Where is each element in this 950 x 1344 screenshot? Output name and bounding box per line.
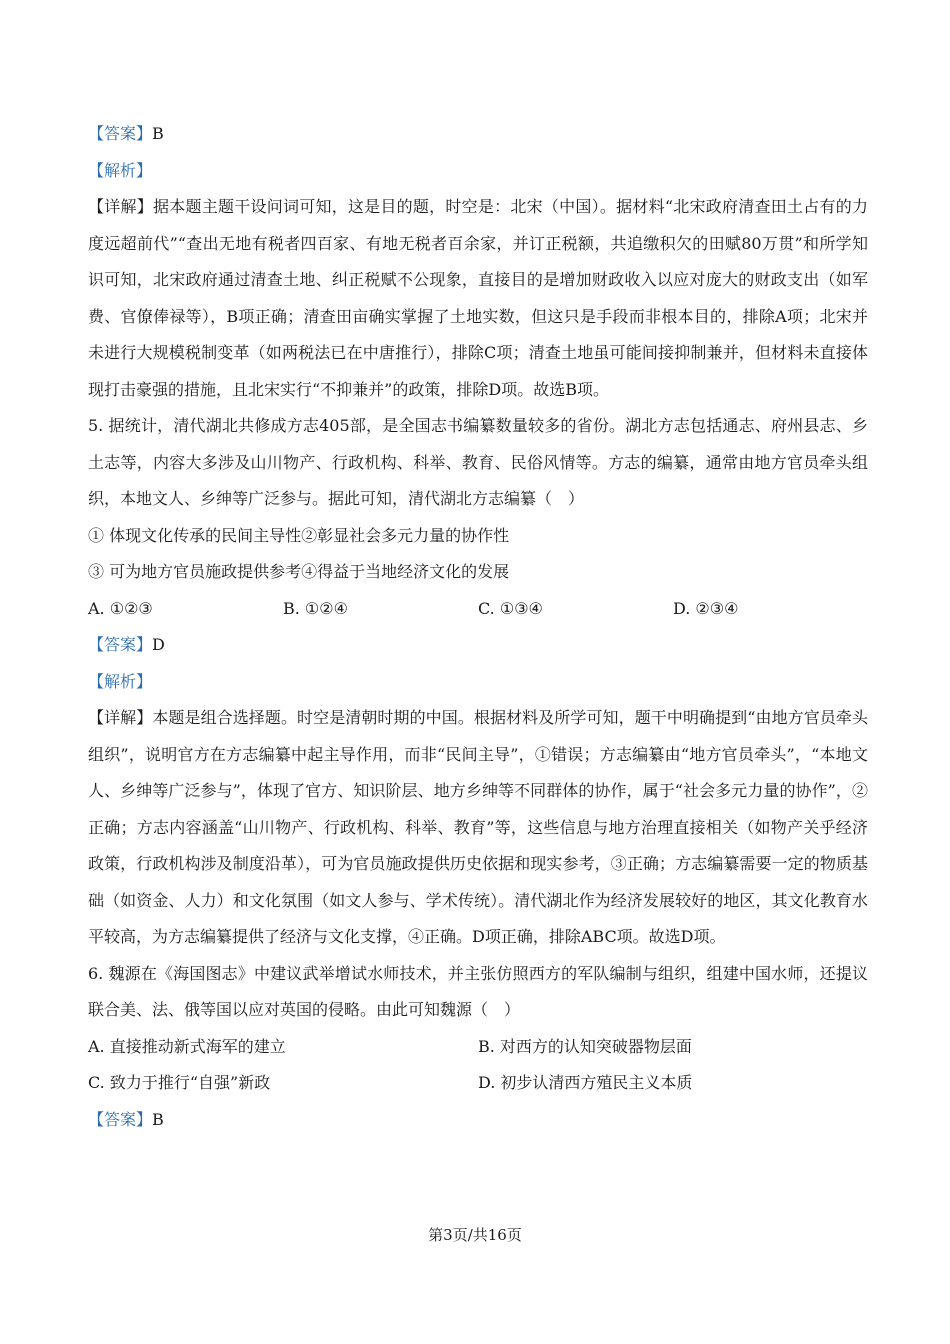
analysis-tag: 【解析】 — [88, 160, 153, 180]
analysis-tag: 【解析】 — [88, 671, 153, 691]
q6-answer — [88, 1102, 868, 1139]
answer-value: B — [152, 124, 164, 143]
q5-option-d: D. ②③④ — [673, 598, 739, 618]
q5-option-c: C. ①③④ — [478, 598, 543, 618]
q6-stem: 6. 魏源在《海国图志》中建议武举增试水师技术，并主张仿照西方的军队编制与组织，组建中国水师，还提议联合美、法、俄等国以应对英国的侵略。由此可知魏源（ ） — [88, 963, 868, 1019]
q6-options-row-1 — [88, 1029, 868, 1066]
q5-statement-1: ① 体现文化传承的民间主导性②彰显社会多元力量的协作性 — [88, 525, 510, 545]
q4-detail — [88, 189, 868, 408]
answer-value: B — [152, 1109, 164, 1129]
q5-answer — [88, 627, 868, 664]
q4-answer — [88, 116, 868, 153]
q6-options-row-2 — [88, 1065, 868, 1102]
q4-analysis-tag — [88, 153, 868, 190]
answer-value: D — [152, 635, 165, 654]
q5-statement-2: ③ 可为地方官员施政提供参考④得益于当地经济文化的发展 — [88, 562, 510, 581]
q5-options — [88, 591, 868, 628]
detail-tag: 【详解】 — [88, 708, 153, 727]
q5-analysis-tag — [88, 664, 868, 701]
q6-option-c: C. 致力于推行“自强”新政 — [88, 1073, 271, 1092]
page-footer: 第3页/共16页 — [428, 1226, 522, 1244]
detail-text: 本题是组合选择题。时空是清朝时期的中国。根据材料及所学可知，题干中明确提到“由地方官员牵头组织”，说明官方在方志编纂中起主导作用，而非“民间主导”，①错误；方志编纂由“地方官员牵头”，“本地文人、乡绅等广泛参与”，体现了官方、知识阶层、地方乡绅等不同群体的协作，属于“社会多元力量的协作”，②正确；方志内容涵盖“山川物产、行政机构、科举、教育”等，这些信息与地方治理直接相关（如物产关乎经济政策，行政机构涉及制度沿革），可为官员施政提供历史依据和现实参考，③正确；方志编纂需要一定的物质基础（如资金、人力）和文化氛围（如文人参与、学术传统）。清代湖北作为经济发展较好的地区，其文化教育水平较高，为方志编纂提供了经济与文化支撑，④正确。D项正确，排除ABC项。故选D项。 — [88, 708, 868, 946]
q5-stem: 5. 据统计，清代湖北共修成方志405部，是全国志书编纂数量较多的省份。湖北方志包括通志、府州县志、乡土志等，内容大多涉及山川物产、行政机构、科举、教育、民俗风情等。方志的编纂，通常由地方官员牵头组织，本地文人、乡绅等广泛参与。据此可知，清代湖北方志编纂（ ） — [88, 416, 868, 508]
q6-option-a: A. 直接推动新式海军的建立 — [88, 1036, 286, 1056]
answer-tag: 【答案】 — [88, 1109, 153, 1129]
answer-tag: 【答案】 — [88, 635, 153, 654]
detail-text: 据本题主题干设问词可知，这是目的题，时空是：北宋（中国）。据材料“北宋政府清查田土占有的力度远超前代”“查出无地有税者四百家、有地无税者百余家，并订正税额，共追缴积欠的田赋80万贯”和所学知识可知，北宋政府通过清查土地、纠正税赋不公现象，直接目的是增加财政收入以应对庞大的财政支出（如军费、官僚俸禄等），B项正确；清查田亩确实掌握了土地实数，但这只是手段而非根本目的，排除A项；北宋并未进行大规模税制变革（如两税法已在中唐推行），排除C项；清查土地虽可能间接抑制兼并，但材料未直接体现打击豪强的措施，且北宋实行“不抑兼并”的政策，排除D项。故选B项。 — [88, 197, 868, 399]
q6-option-d: D. 初步认清西方殖民主义本质 — [478, 1073, 693, 1092]
answer-tag: 【答案】 — [88, 124, 153, 143]
q6-option-b: B. 对西方的认知突破器物层面 — [478, 1036, 692, 1056]
page-content — [88, 116, 868, 1138]
q5-detail — [88, 700, 868, 956]
detail-tag: 【详解】 — [88, 197, 153, 216]
q5-option-b: B. ①②④ — [283, 598, 348, 618]
q5-option-a: A. ①②③ — [88, 598, 153, 618]
